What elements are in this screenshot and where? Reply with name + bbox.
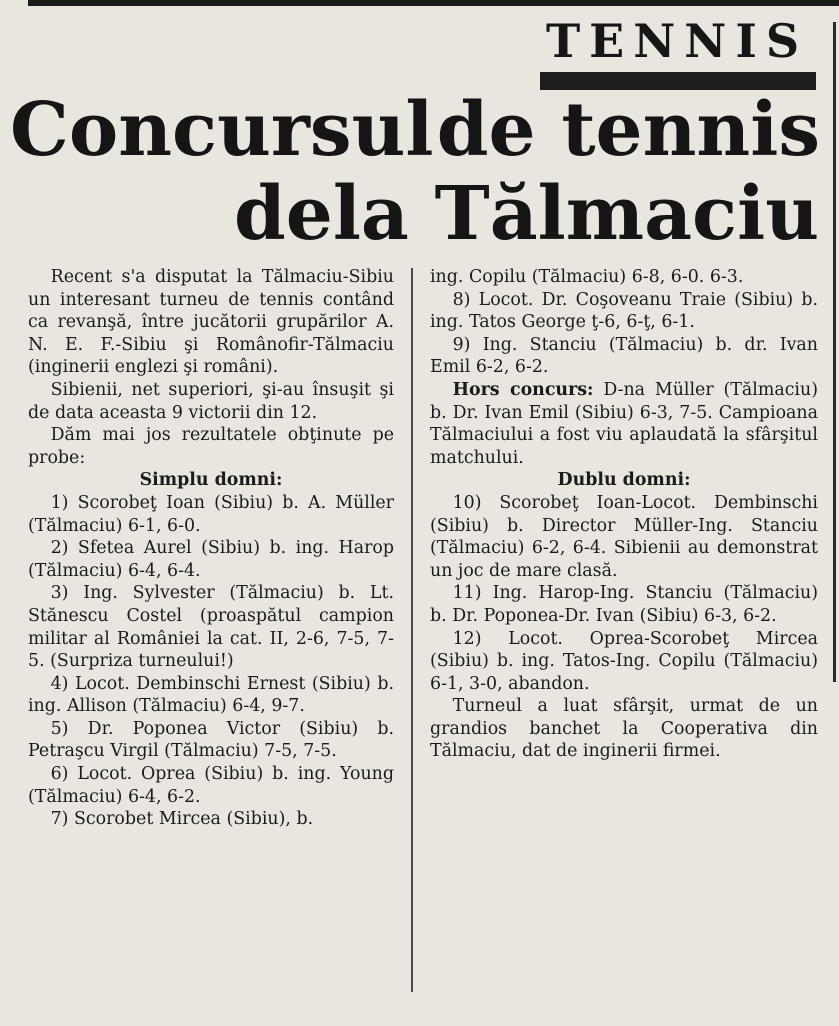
hors-concurs-text: D-na Müller (Tălmaciu) b. Dr. Ivan Emil (Sibiu) 6-3, 7-5. Campioana Tălmaciului a fost viu aplaudată la sfârşitul matchului. [430, 379, 818, 468]
hors-concurs-paragraph [430, 379, 818, 469]
results-intro: Dăm mai jos rezultatele obţinute pe probe: [28, 425, 394, 468]
simplu-heading: Simplu domni: [139, 470, 283, 491]
headline-word-concursul: Concursul [10, 87, 434, 173]
result-11: 11) Ing. Harop-Ing. Stanciu (Tălmaciu) b. Dr. Poponea-Dr. Ivan (Sibiu) 6-3, 6-2. [430, 583, 818, 626]
headline-words-de-tennis: de tennis [436, 87, 820, 173]
closing-paragraph: Turneul a luat sfârşit, urmat de un grandios banchet la Cooperativa din Tălmaciu, dat de inginerii firmei. [430, 696, 818, 762]
column-divider [411, 268, 413, 992]
result-1: 1) Scorobeţ Ioan (Sibiu) b. A. Müller (Tălmaciu) 6-1, 6-0. [28, 492, 394, 536]
top-rule [28, 0, 839, 6]
result-10: 10) Scorobeţ Ioan-Locot. Dembinschi (Sibiu) b. Director Müller-Ing. Stanciu (Tălmaciu) 6-2, 6-4. Sibienii au demonstrat un joc de mare clasă. [430, 492, 818, 581]
dublu-heading: Dublu domni: [557, 470, 691, 491]
result-5: 5) Dr. Poponea Victor (Sibiu) b. Petraşcu Virgil (Tălmaciu) 7-5, 7-5. [28, 718, 394, 762]
article-column-left [28, 266, 394, 831]
result-3: 3) Ing. Sylvester (Tălmaciu) b. Lt. Stănescu Costel (proaspătul campion militar al României la cat. II, 2-6, 7-5, 7-5. (Surpriza turneului!) [28, 583, 394, 672]
result-7-continued: ing. Copilu (Tălmaciu) 6-8, 6-0. 6-3. [430, 267, 744, 287]
summary-paragraph: Sibienii, net superiori, şi-au însuşit şi de data aceasta 9 victorii din 12. [28, 379, 394, 423]
result-12: 12) Locot. Oprea-Scorobeţ Mircea (Sibiu) b. ing. Tatos-Ing. Copilu (Tălmaciu) 6-1, 3-0, abandon. [430, 628, 818, 694]
result-9: 9) Ing. Stanciu (Tălmaciu) b. dr. Ivan Emil 6-2, 6-2. [430, 334, 818, 378]
article-column-right [430, 266, 818, 763]
result-7: 7) Scorobet Mircea (Sibiu), b. [50, 809, 314, 830]
result-6: 6) Locot. Oprea (Sibiu) b. ing. Young (Tălmaciu) 6-4, 6-2. [28, 764, 394, 807]
hors-concurs-label: Hors concurs: [452, 379, 594, 400]
intro-paragraph: Recent s'a disputat la Tălmaciu-Sibiu un interesant turneu de tennis contând ca revanşă, între jucătorii grupărilor A. N. E. F.-Sibiu şi Românofir-Tălmaciu (inginerii englezi şi români). [28, 267, 394, 378]
result-4: 4) Locot. Dembinschi Ernest (Sibiu) b. ing. Allison (Tălmaciu) 6-4, 9-7. [28, 673, 394, 717]
right-rule [833, 22, 836, 682]
section-title: TENNIS [545, 14, 809, 68]
result-2: 2) Sfetea Aurel (Sibiu) b. ing. Harop (Tălmaciu) 6-4, 6-4. [28, 538, 394, 581]
headline-line-1 [10, 88, 820, 172]
headline-line-2: dela Tălmaciu [234, 171, 819, 257]
result-8: 8) Locot. Dr. Coşoveanu Traie (Sibiu) b. ing. Tatos George ţ-6, 6-ţ, 6-1. [430, 289, 818, 333]
